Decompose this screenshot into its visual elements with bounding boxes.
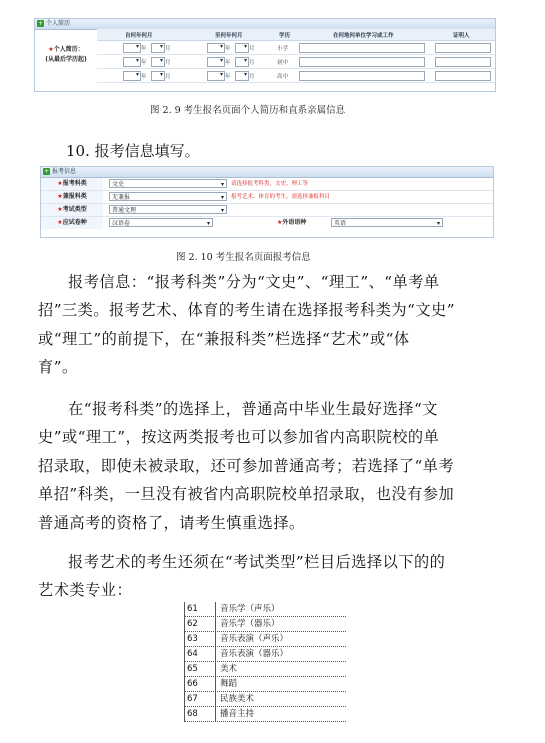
list-item: 67 民族美术 — [184, 692, 346, 707]
to-month-select[interactable] — [235, 43, 249, 53]
col-to-date: 至何年何月 — [215, 33, 243, 39]
workplace-input[interactable] — [299, 43, 425, 53]
list-item: 61 音乐学（声乐） — [184, 602, 346, 617]
figure-caption-2-9: 图 2. 9 考生报名页面个人简历和直系亲属信息 — [150, 105, 346, 116]
field-label: ★兼报科类 — [41, 191, 103, 203]
paper-language-select[interactable]: 汉语卷 ▾ — [109, 218, 213, 227]
expand-icon[interactable]: + — [43, 168, 50, 175]
education-level: 初中 — [277, 60, 289, 66]
reference-input[interactable] — [435, 57, 491, 67]
education-level: 高中 — [277, 74, 289, 80]
col-from-date: 自何年何月 — [125, 33, 153, 39]
list-item: 64 音乐表演（器乐） — [184, 647, 346, 662]
from-year-select[interactable] — [123, 71, 141, 81]
field-label: ★考试类型 — [41, 204, 103, 216]
resume-row: ▾ 年 ▾ 月 ▾ 年 ▾ 月 小学 — [97, 41, 495, 55]
paragraph-art-majors: 报考艺术的考生还须在“考试类型”栏目后选择以下的的 艺术类专业： — [38, 553, 446, 600]
from-year-select[interactable] — [123, 43, 141, 53]
exam-category-select[interactable]: 文史 ▾ — [109, 179, 227, 188]
resume-form-panel — [34, 18, 496, 92]
paper-language-row — [41, 217, 493, 229]
foreign-language-label: ★外语语种 — [277, 219, 307, 226]
expand-icon[interactable]: + — [37, 20, 44, 27]
from-month-select[interactable] — [151, 43, 165, 53]
registration-info-panel — [40, 166, 494, 238]
field-label: ★报考科类 — [41, 178, 103, 190]
registration-panel-title: 报考信息 — [52, 168, 77, 175]
from-month-select[interactable] — [151, 71, 165, 81]
list-item: 68 播音主持 — [184, 707, 346, 722]
to-month-select[interactable] — [235, 71, 249, 81]
field-hint: 请选择报考科类，文史、理工等 — [231, 181, 309, 187]
art-majors-list — [184, 602, 346, 722]
exam-type-select[interactable]: 普通文理 ▾ — [109, 205, 227, 214]
section-heading: 10. 报考信息填写。 — [66, 142, 200, 160]
to-year-select[interactable] — [207, 71, 225, 81]
resume-row: ▾ 年 ▾ 月 ▾ 年 ▾ 月 初中 — [97, 55, 495, 69]
paragraph-category-advice: 在“报考科类”的选择上，普通高中毕业生最好选择“文 史”或“理工”，按这两类报考也可以参加省内高职院校的单 招录取，即使未被录取，还可参加普通高考；若选择了“单考 单招”科类，一旦没有被省内高职院校单招录取，也没有参加 普通高考的资格了，请考生慎重选择。 — [38, 400, 455, 532]
col-workplace: 在何地何单位学习或工作 — [333, 33, 394, 39]
reference-input[interactable] — [435, 71, 491, 81]
list-item: 65 美术 — [184, 662, 346, 677]
registration-panel-header — [41, 167, 493, 178]
reference-input[interactable] — [435, 43, 491, 53]
education-level: 小学 — [277, 46, 289, 52]
resume-field-label: ★个人简历： (从最后学历起) — [45, 46, 87, 63]
col-education: 学历 — [279, 33, 291, 39]
to-year-select[interactable] — [207, 57, 225, 67]
secondary-category-select[interactable]: 无兼报 ▾ — [109, 192, 227, 201]
list-item: 62 音乐学（器乐） — [184, 617, 346, 632]
from-month-select[interactable] — [151, 57, 165, 67]
workplace-input[interactable] — [299, 57, 425, 67]
secondary-category-row — [41, 191, 493, 204]
foreign-language-select[interactable]: 英语 ▾ — [331, 218, 443, 227]
col-reference: 证明人 — [453, 33, 470, 39]
to-year-select[interactable] — [207, 43, 225, 53]
workplace-input[interactable] — [299, 71, 425, 81]
field-hint: 报考艺术、体育的考生，需选择兼报科目 — [231, 194, 331, 200]
exam-category-row — [41, 178, 493, 191]
paragraph-exam-categories: 报考信息：“报考科类”分为“文史”、“理工”、“单考单 招”三类。报考艺术、体育的考生请在选择报考科类为“文史” 或“理工”的前提下，在“兼报科类”栏选择“艺术”或“体 育”。 — [38, 273, 455, 377]
to-month-select[interactable] — [235, 57, 249, 67]
resume-row: ▾ 年 ▾ 月 ▾ 年 ▾ 月 高中 — [97, 69, 495, 83]
from-year-select[interactable] — [123, 57, 141, 67]
exam-type-row — [41, 204, 493, 217]
figure-caption-2-10: 图 2. 10 考生报名页面报考信息 — [176, 252, 311, 263]
resume-column-header — [97, 29, 495, 41]
list-item: 63 音乐表演（声乐） — [184, 632, 346, 647]
field-label: ★应试卷种 — [41, 217, 103, 229]
list-item: 66 舞蹈 — [184, 677, 346, 692]
resume-panel-title: 个人简历 — [46, 20, 71, 27]
